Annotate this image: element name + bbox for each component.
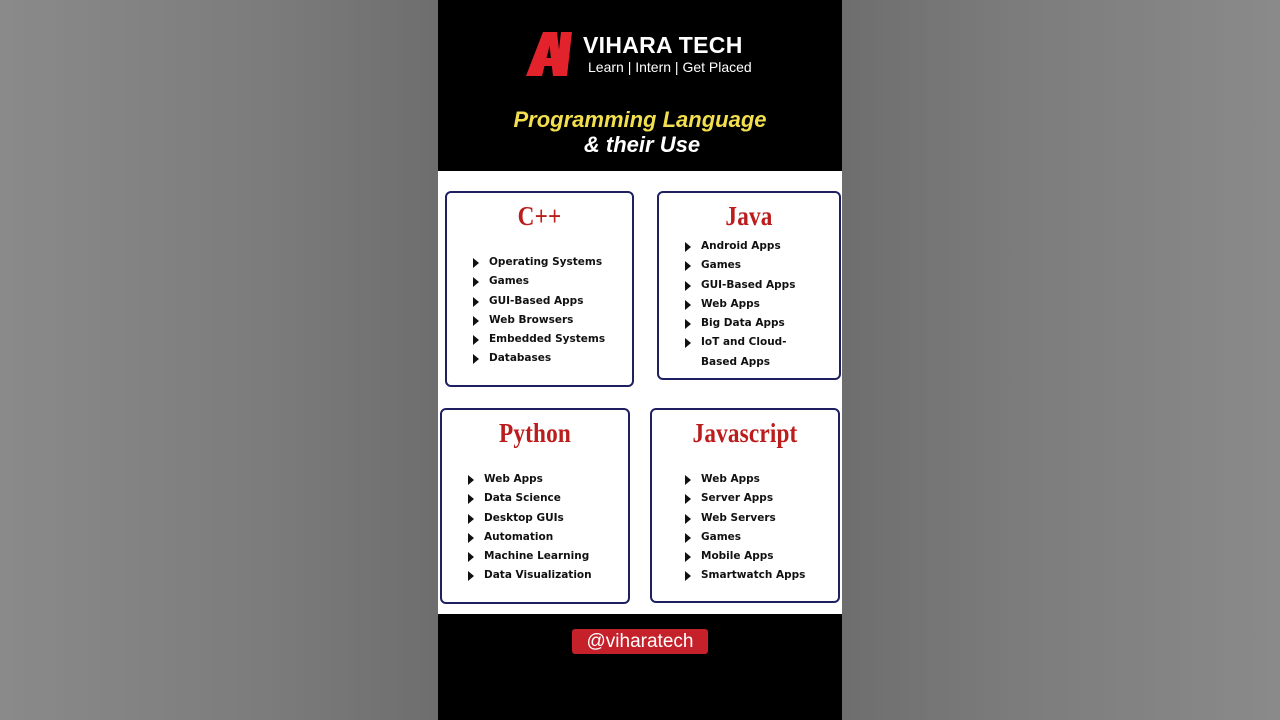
chevron-right-icon [473, 354, 479, 364]
headline-line-1: Programming Language [513, 107, 767, 132]
use-label: Data Science [484, 492, 561, 505]
chevron-right-icon [473, 316, 479, 326]
uses-list [473, 253, 605, 369]
headline-line-2: & their Use [583, 132, 701, 157]
blurred-background-left [0, 0, 438, 720]
chevron-right-icon [468, 494, 474, 504]
chevron-right-icon [685, 242, 691, 252]
chevron-right-icon [685, 261, 691, 271]
chevron-right-icon [468, 475, 474, 485]
list-item [685, 547, 805, 566]
use-label: GUI-Based Apps [701, 278, 796, 291]
card-title: C++ [517, 201, 562, 231]
chevron-right-icon [685, 514, 691, 524]
use-label: Games [489, 275, 530, 288]
short-video-frame [438, 0, 842, 720]
brand-name: VIHARA TECH [583, 32, 743, 58]
use-label: Android Apps [701, 240, 781, 252]
list-item [685, 237, 795, 256]
list-item [685, 314, 795, 333]
use-label: Embedded Systems [489, 333, 606, 346]
list-item [685, 489, 805, 508]
chevron-right-icon [685, 319, 691, 329]
chevron-right-icon [685, 300, 691, 310]
use-label: Data Visualization [484, 569, 592, 582]
vihara-tech-logo-icon [526, 32, 574, 76]
chevron-right-icon [685, 281, 691, 291]
use-label: Web Apps [701, 297, 760, 310]
list-item [685, 276, 795, 295]
use-label: Web Servers [701, 511, 776, 524]
card-title: Python [499, 418, 571, 448]
chevron-right-icon [468, 533, 474, 543]
list-item [685, 528, 805, 547]
chevron-right-icon [685, 494, 691, 504]
list-item [473, 349, 605, 368]
brand-tagline: Learn | Intern | Get Placed [588, 59, 752, 75]
list-item [685, 470, 805, 489]
chevron-right-icon [685, 552, 691, 562]
use-label: Mobile Apps [701, 550, 774, 563]
card-javascript [650, 408, 840, 603]
use-label: Smartwatch Apps [701, 569, 806, 582]
card-title: Java [725, 201, 773, 231]
list-item [685, 509, 805, 528]
list-item [685, 295, 795, 314]
list-item [468, 566, 592, 585]
use-label: Operating Systems [489, 256, 603, 268]
chevron-right-icon [468, 514, 474, 524]
use-label: Based Apps [701, 355, 771, 368]
list-item [473, 292, 605, 311]
chevron-right-icon [473, 277, 479, 287]
use-label: Automation [484, 530, 554, 543]
list-item [685, 256, 795, 275]
chevron-right-icon [685, 533, 691, 543]
use-label: Machine Learning [484, 550, 590, 563]
use-label: Desktop GUIs [484, 511, 564, 524]
uses-list [685, 470, 805, 586]
use-label: Big Data Apps [701, 317, 785, 330]
list-item [473, 330, 605, 349]
chevron-right-icon [685, 571, 691, 581]
list-item [685, 353, 795, 372]
list-item [473, 311, 605, 330]
use-label: Games [701, 530, 742, 543]
list-item [468, 489, 592, 508]
use-label: Server Apps [701, 492, 774, 505]
use-label: Web Apps [484, 473, 543, 485]
use-label: Games [701, 259, 742, 272]
languages-panel [438, 171, 842, 614]
list-item [473, 253, 605, 272]
card-python [440, 408, 630, 604]
use-label: IoT and Cloud- [701, 336, 787, 349]
list-item [468, 470, 592, 489]
card-title: Javascript [692, 418, 798, 448]
chevron-right-icon [685, 338, 691, 348]
chevron-right-icon [473, 335, 479, 345]
chevron-right-icon [468, 571, 474, 581]
use-label: Databases [489, 352, 552, 365]
list-item [685, 566, 805, 585]
chevron-right-icon [473, 258, 479, 268]
chevron-right-icon [473, 297, 479, 307]
list-item [468, 528, 592, 547]
list-item [468, 547, 592, 566]
chevron-right-icon [468, 552, 474, 562]
channel-handle-link[interactable]: @viharatech [572, 629, 708, 654]
list-item [685, 333, 795, 352]
card-cpp [445, 191, 634, 387]
uses-list [468, 470, 592, 586]
use-label: Web Browsers [489, 313, 574, 326]
blurred-background-right [842, 0, 1280, 720]
card-java [657, 191, 841, 380]
use-label: GUI-Based Apps [489, 294, 584, 307]
uses-list [685, 237, 795, 372]
chevron-right-icon [685, 475, 691, 485]
list-item [468, 509, 592, 528]
list-item [473, 272, 605, 291]
use-label: Web Apps [701, 473, 760, 485]
